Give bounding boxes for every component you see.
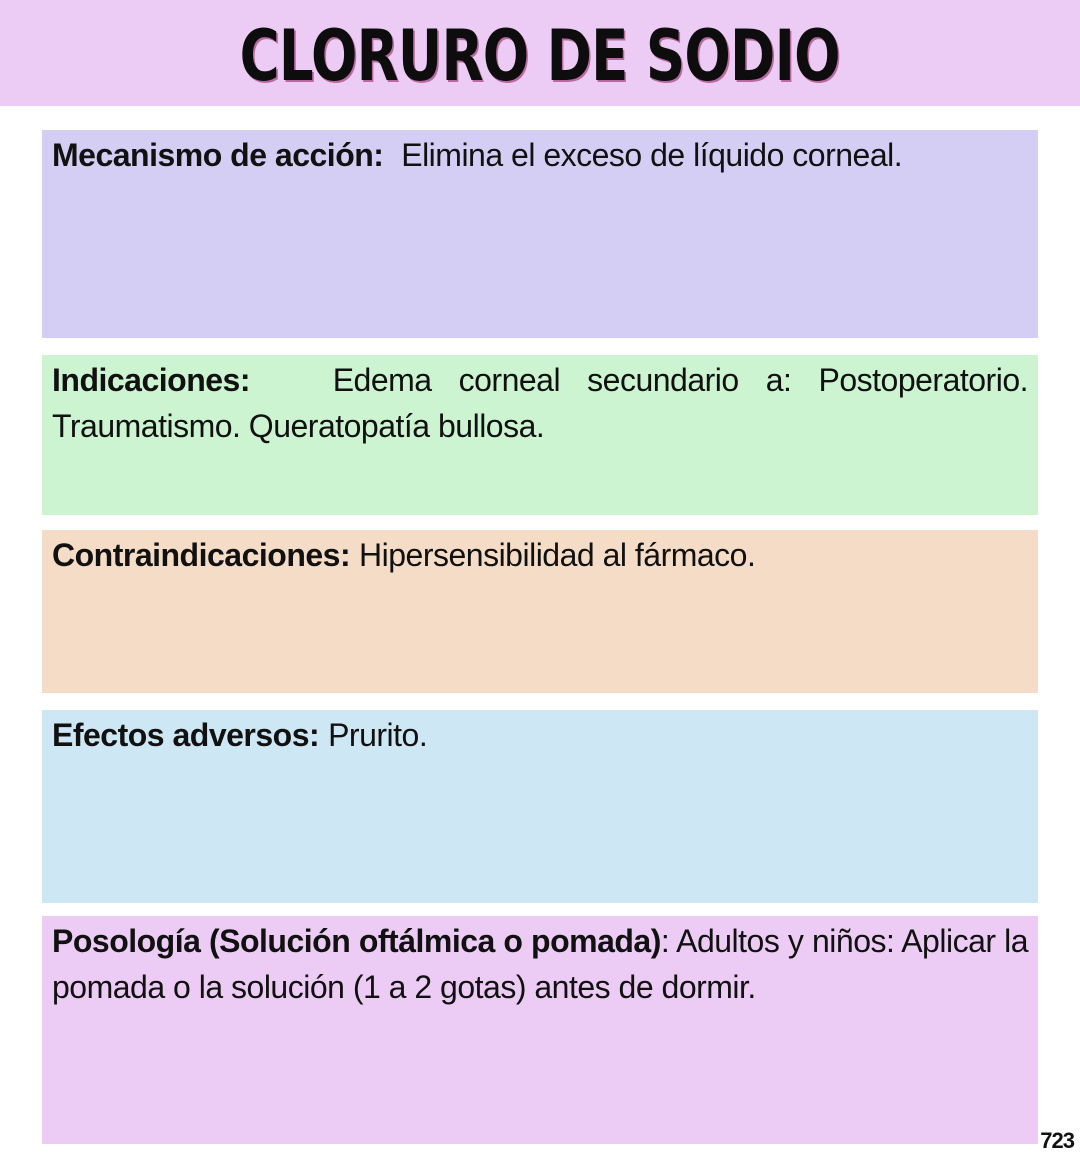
page-number: 723 [1040,1128,1074,1153]
section-adverse-effects [42,710,1038,903]
section-label: Mecanismo de acción: [52,137,384,173]
section-label: Efectos adversos: [52,717,320,753]
section-mechanism [42,130,1038,338]
section-text: Elimina el exceso de líquido corneal. [401,137,903,173]
section-text: Edema corneal secundario a: Postoperatorio. Traumatismo. Queratopatía bullosa. [52,362,1029,444]
page-title: CLORURO DE SODIO [239,15,841,97]
section-label: Indicaciones: [52,362,250,398]
section-text: Prurito. [328,717,428,753]
section-label: Contraindicaciones: [52,537,351,573]
section-label: Posología (Solución oftálmica o pomada) [52,923,661,959]
page-header [0,0,1080,106]
section-dosage [42,916,1038,1144]
section-indications [42,355,1038,515]
section-contraindications [42,530,1038,693]
section-text: : Adultos y niños: Aplicar la pomada o la solución (1 a 2 gotas) antes de dormir. [52,923,1029,1005]
section-text: Hipersensibilidad al fármaco. [359,537,756,573]
